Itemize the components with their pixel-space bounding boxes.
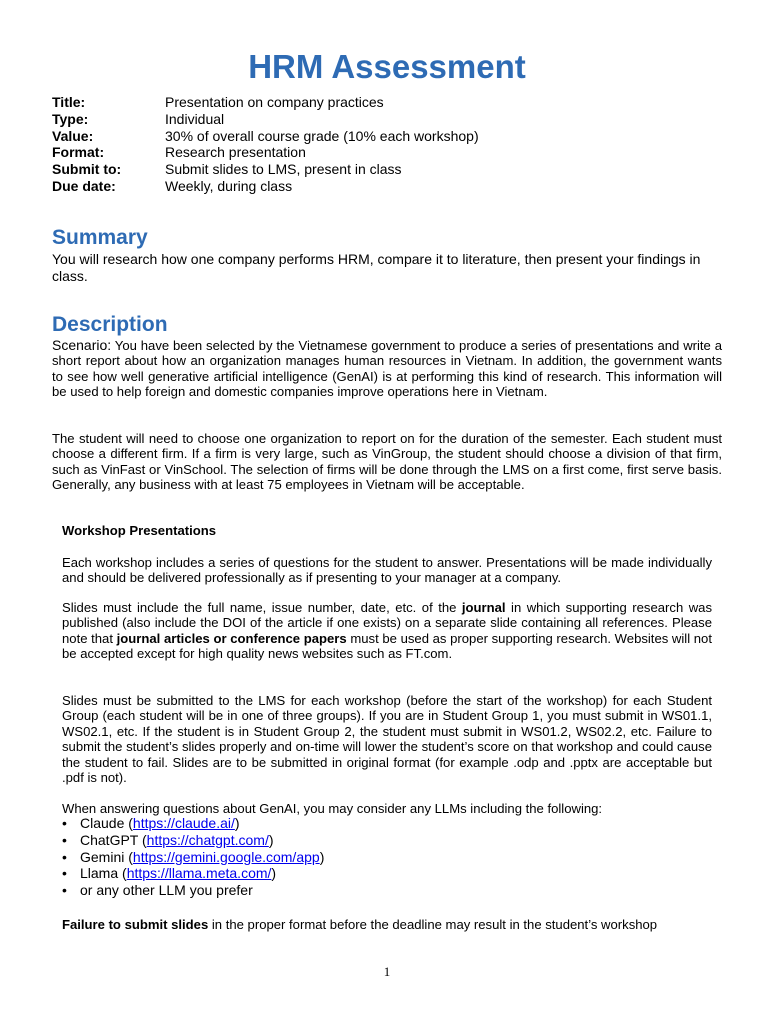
text-run: in the proper format before the deadline may result in the student’s workshop bbox=[208, 917, 658, 932]
detail-row-title bbox=[52, 94, 732, 111]
scenario-paragraph bbox=[52, 338, 722, 400]
list-item bbox=[62, 882, 702, 899]
llm-other: or any other LLM you prefer bbox=[80, 882, 253, 899]
detail-value: Presentation on company practices bbox=[165, 94, 384, 110]
text-run: ) bbox=[271, 865, 277, 882]
llm-link[interactable]: https://chatgpt.com/ bbox=[146, 831, 269, 848]
llm-link[interactable]: https://claude.ai/ bbox=[132, 815, 235, 831]
detail-label: Value: bbox=[52, 127, 94, 144]
detail-label: Submit to: bbox=[52, 161, 122, 178]
text-run: Slides must include the full name, issue number, date, etc. of the bbox=[62, 600, 462, 615]
summary-heading: Summary bbox=[52, 226, 148, 249]
emphasis-journal: journal bbox=[461, 600, 506, 615]
scenario-text: You have been selected by the Vietnamese government to produce a series of presentations and write a short report about how an organization manages human resources in Vietnam. In addition, the government wants to see how well generative artificial intelligence (GenAI) is at performing this kind of research. This information will be used to help foreign and domestic companies improve operations here in Vietnam. bbox=[52, 338, 722, 400]
description-heading: Description bbox=[52, 313, 168, 336]
text-run: must be used as proper supporting research. Websites will not be accepted except for high quality news websites such as FT.com. bbox=[62, 630, 712, 662]
llm-list bbox=[62, 815, 702, 899]
detail-value: Submit slides to LMS, present in class bbox=[165, 161, 402, 178]
page-number: 1 bbox=[383, 964, 391, 979]
workshop-paragraph-1: Each workshop includes a series of questions for the student to answer. Presentations will be made individually and should be delivered professionally as if presenting to your manager at a company. bbox=[62, 555, 712, 586]
emphasis-journal-articles: journal articles or conference papers bbox=[116, 630, 347, 646]
llm-name: Claude ( bbox=[80, 815, 133, 831]
detail-value: 30% of overall course grade (10% each workshop) bbox=[165, 127, 479, 144]
workshop-paragraph-references bbox=[62, 600, 712, 662]
detail-label: Title: bbox=[52, 94, 86, 110]
failure-paragraph bbox=[62, 917, 712, 932]
text-run: in which supporting research was published (also include the DOI of the article if one exists) on a separate slide containing all references. Please note that bbox=[62, 600, 713, 646]
list-item bbox=[62, 815, 702, 832]
llm-link[interactable]: https://llama.meta.com/ bbox=[126, 865, 272, 882]
scenario-label: Scenario: bbox=[52, 337, 112, 353]
detail-row-type bbox=[52, 111, 732, 128]
list-item bbox=[62, 849, 702, 866]
text-run: ) bbox=[268, 831, 274, 848]
detail-label: Format: bbox=[52, 144, 105, 161]
choose-organization-paragraph: The student will need to choose one organization to report on for the duration of the semester. Each student must choose a different firm. If a firm is very large, such as VinGroup, the student should choose a division of that firm, such as VinFast or VinSchool. The selection of firms will be done through the LMS on a first come, first serve basis. Generally, any business with at least 75 employees in Vietnam will be acceptable. bbox=[52, 431, 722, 493]
llm-link[interactable]: https://gemini.google.com/app bbox=[132, 848, 320, 865]
summary-text: You will research how one company performs HRM, compare it to literature, then present your findings in class. bbox=[52, 251, 701, 284]
detail-label: Due date: bbox=[52, 177, 116, 194]
detail-row-format bbox=[52, 144, 732, 161]
detail-label: Type: bbox=[52, 110, 89, 127]
text-run: ) bbox=[234, 815, 240, 831]
workshop-paragraph-submission: Slides must be submitted to the LMS for each workshop (before the start of the workshop) for each Student Group (each student will be in one of three groups). If you are in Student Group 1, you must submit in WS01.1, WS02.1, etc. If the student is in Student Group 2, the student must submit in WS01.2, WS02.2, etc. Failure to submit the student’s slides properly and on-time will lower the student’s score on that workshop and could cause the student to fail. Slides are to be submitted in original format (for example .odp and .pptx are acceptable but .pdf is not). bbox=[62, 693, 712, 786]
workshop-paragraph-genai: When answering questions about GenAI, you may consider any LLMs including the following: bbox=[62, 801, 603, 816]
list-item bbox=[62, 832, 702, 849]
detail-row-due-date bbox=[52, 178, 732, 195]
detail-value: Weekly, during class bbox=[165, 177, 293, 194]
list-item bbox=[62, 865, 702, 882]
detail-value: Research presentation bbox=[165, 144, 306, 161]
llm-name: Llama ( bbox=[80, 865, 127, 882]
workshop-presentations-heading: Workshop Presentations bbox=[62, 523, 217, 538]
detail-row-submit-to bbox=[52, 161, 732, 178]
emphasis-failure: Failure to submit slides bbox=[62, 917, 209, 932]
llm-name: ChatGPT ( bbox=[80, 831, 147, 848]
text-run: ) bbox=[319, 848, 325, 865]
detail-value: Individual bbox=[165, 110, 225, 127]
detail-row-value bbox=[52, 128, 732, 145]
document-title: HRM Assessment bbox=[248, 48, 526, 85]
assessment-details bbox=[52, 94, 732, 195]
llm-name: Gemini ( bbox=[80, 848, 133, 865]
